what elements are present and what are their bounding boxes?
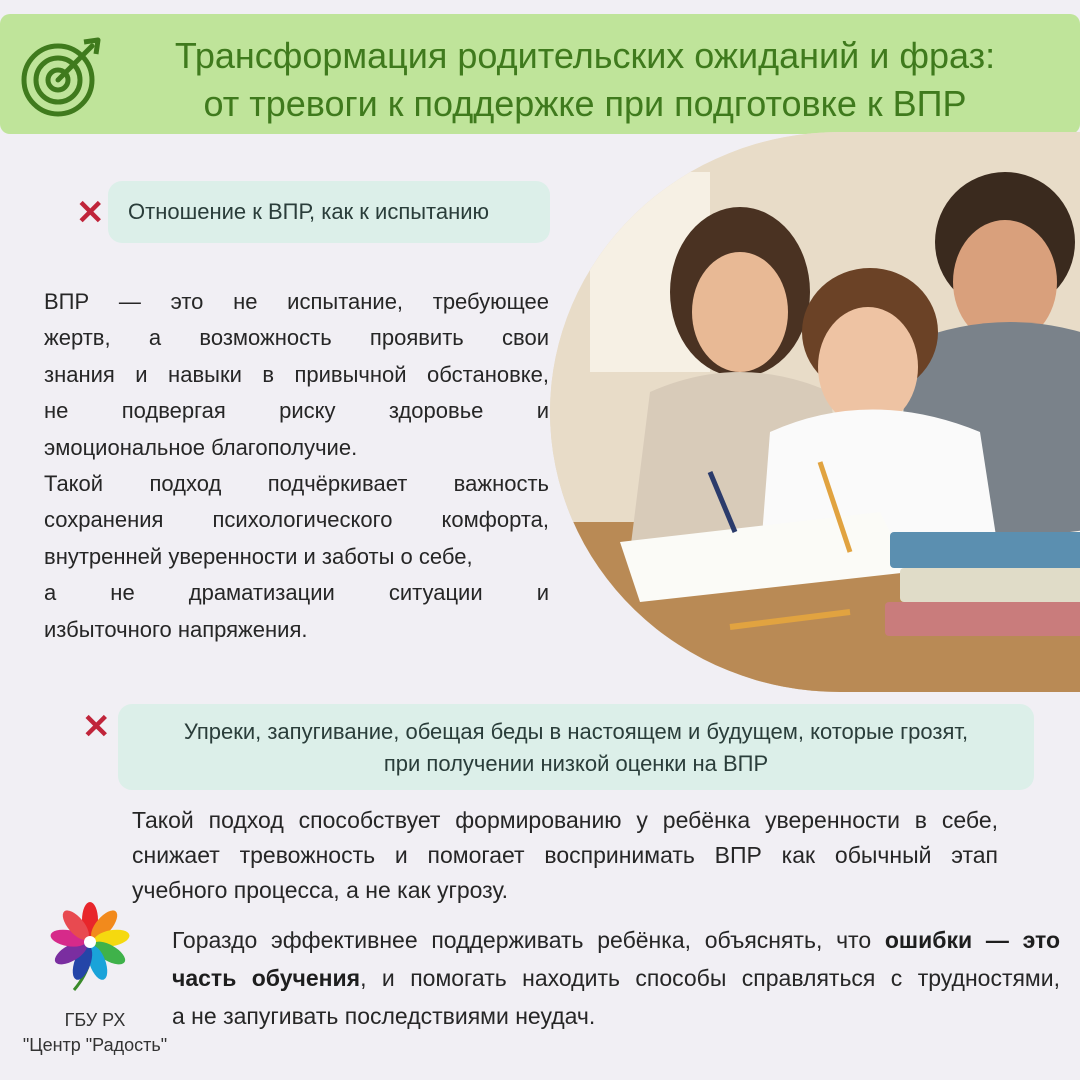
- section2-line-3: учебного процесса, а не как угрозу.: [132, 877, 509, 903]
- section3-emphasis-1: ошибки — это: [884, 927, 1060, 953]
- title-line-1: Трансформация родительских ожиданий и фраз:: [174, 35, 996, 76]
- section2-line-2: снижает тревожность и помогает воспринимать ВПР как обычный этап: [132, 842, 998, 868]
- section2-heading-line-2: при получении низкой оценки на ВПР: [383, 751, 769, 776]
- section1-line-8: внутренней уверенности и заботы о себе,: [44, 543, 473, 569]
- section3-emphasis-2: часть обучения: [172, 965, 361, 991]
- section1-heading: Отношение к ВПР, как к испытанию: [108, 181, 550, 243]
- section3-line-2-rest: , и помогать находить способы справляться с трудностями,: [360, 965, 1060, 991]
- organization-name: [10, 1008, 180, 1058]
- section2-heading-line-1: Упреки, запугивание, обещая беды в настоящем и будущем, которые грозят,: [183, 719, 969, 744]
- org-line-1: ГБУ РХ: [64, 1010, 126, 1030]
- section1-text: [44, 284, 549, 648]
- section1-line-3: знания и навыки в привычной обстановке,: [44, 361, 549, 387]
- section2-heading: [118, 704, 1034, 790]
- cross-icon: ✕: [82, 708, 111, 746]
- section3-line-3: а не запугивать последствиями неудач.: [172, 1003, 596, 1029]
- target-icon: [18, 34, 104, 120]
- section3-line-1-start: Гораздо эффективнее поддерживать ребёнка, объяснять, что: [172, 927, 885, 953]
- section1-line-9: а не драматизации ситуации и: [44, 580, 549, 606]
- section1-line-6: Такой подход подчёркивает важность: [44, 471, 549, 497]
- section1-line-1: ВПР — это не испытание, требующее: [44, 289, 549, 314]
- cross-icon: ✕: [76, 194, 105, 232]
- section2-text: [132, 803, 998, 908]
- section1-line-7: сохранения психологического комфорта,: [44, 507, 549, 533]
- section1-line-2: жертв, а возможность проявить свои: [44, 325, 549, 351]
- org-line-2: "Центр "Радость": [22, 1035, 168, 1055]
- family-study-photo: [550, 132, 1080, 692]
- flower-logo: [44, 900, 136, 992]
- title-line-2: от тревоги к поддержке при подготовке к ВПР: [203, 83, 967, 124]
- section1-line-5: эмоциональное благополучие.: [44, 434, 358, 460]
- page-title: [110, 32, 1060, 128]
- section3-line-2: [172, 959, 1060, 997]
- section2-line-1: Такой подход способствует формированию у ребёнка уверенности в себе,: [132, 807, 998, 833]
- section1-line-4: не подвергая риску здоровье и: [44, 398, 549, 424]
- section1-line-10: избыточного напряжения.: [44, 616, 308, 642]
- header-banner: [0, 14, 1080, 134]
- section3-text: [172, 921, 1060, 1035]
- section3-line-1: [172, 921, 1060, 959]
- photo-illustration: [550, 132, 1080, 692]
